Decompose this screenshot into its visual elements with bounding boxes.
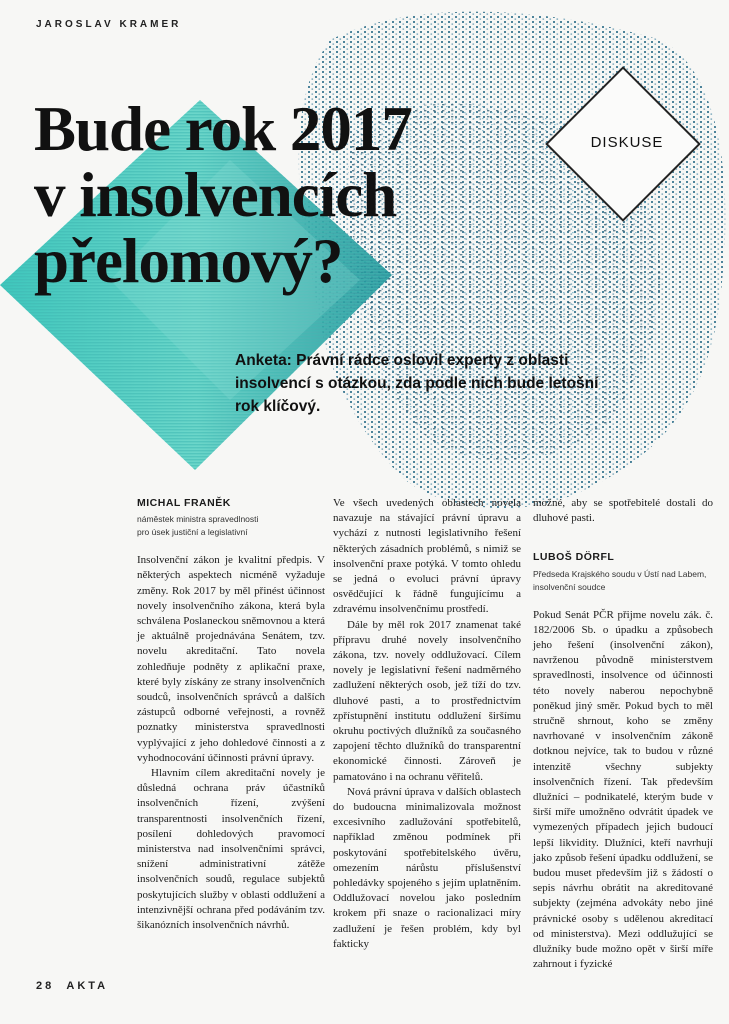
text-column-3	[533, 496, 713, 972]
author-name: MICHAL FRANĚK	[137, 497, 231, 509]
paragraph: Hlavním cílem akreditační novely je důsledná ochrana práv účastníků insolvenčních řízení, zvýšení transparentnosti insolvenčních řízení, posílení dohledových pravomocí ministerstva nad insolvenčními správci, snížení administrativní zátěže insolvenčních soudů, regulace subjektů poskytujících služby v oblasti oddlužení a intenzivnější ochrana před podáváním tzv. šikanózních insolvenčních návrhů.	[137, 767, 325, 932]
page-number: 28	[36, 980, 55, 992]
paragraph: Nová právní úprava v dalších oblastech do budoucna minimalizovala možnost excesivního zadlužování spotřebitelů, například změnou podmínek při poskytování spotřebitelského úvěru, omezením nárůstu příslušenství pohledávky spojeného s jejím uplatněním. Oddlužovací novelou jako posledním krokem při snaze o racionalizaci míry zadlužení je řešen problém, kdy byl fakticky	[333, 785, 521, 950]
author-name: LUBOŠ DÖRFL	[533, 551, 615, 564]
author-role-line: Předseda Krajského soudu v Ústí nad Labem,	[533, 568, 707, 579]
author-role	[137, 513, 325, 539]
running-head: JAROSLAV KRAMER	[36, 19, 182, 30]
author-role-line: pro úsek justiční a legislativní	[137, 527, 248, 538]
article-title	[34, 96, 454, 294]
text-column-1	[137, 496, 325, 933]
author-block	[533, 550, 713, 593]
author-role-line: náměstek ministra spravedlnosti	[137, 514, 259, 525]
page-folio	[36, 980, 108, 992]
paragraph: Insolvenční zákon je kvalitní předpis. V některých aspektech nicméně vyžaduje změny. Rok 2017 by měl přinést účinnost novely insolvenčního zákona, která byla schválena Poslaneckou sněmovnou a která je aktuálně projednávána Senátem, tzv. novelu akreditační. Tato novela zohledňuje podněty z aplikační praxe, které byly získány ze strany insolvenčních soudců, insolvenčních správců a dalších zástupců odborné veřejnosti, a rovněž poznatky ministerstva spravedlnosti vyplývající z jeho dohledové činnosti a z vyhodnocování účinnosti právní úpravy.	[137, 554, 325, 764]
title-line: přelomový?	[34, 226, 343, 296]
title-line: v insolvencích	[34, 160, 397, 230]
paragraph: Ve všech uvedených oblastech novela navazuje na stávající právní úpravu a vychází z nutnosti legislativního řešení některých zásadních problémů, s nimiž se insolvenční praxe potýká. V tomto ohledu se jedná o evoluci právní úpravy osvědčující k řádně fungujícímu a zdravému insolvenčnímu prostředí.	[333, 497, 521, 616]
paragraph: Pokud Senát PČR přijme novelu zák. č. 182/2006 Sb. o úpadku a způsobech jeho řešení (insolvenční zákon), navrženou původně ministerstvem spravedlnosti, insolvence od účinnosti této novely naberou nepochybně poněkud jiný směr. Pokud bych to měl stručně shrnout, koho se změny navrhované v insolvenčním zákoně dotknou nejvíce, tak to budou v různé intenzitě všechny subjekty insolvenčních řízení. Tak především dlužníci – podnikatelé, kterým bude v širší míře umožněno odvrátit úpadek ve vymezených případech jejich budoucí lepší likvidity. Dlužníci, kteří navrhují jako způsob řešení úpadku oddlužení, se budou muset především již s žádostí o sepis návrhu obrátit na akreditované subjekty (zejména advokáty nebo jiné právnické osoby s udělenou akreditací od ministerstva). Mezi oddlužující se dlužníky bude možno opět v širší míře zahrnout i fyzické	[533, 608, 713, 971]
magazine-name: AKTA	[66, 980, 109, 992]
paragraph: Dále by měl rok 2017 znamenat také přípravu druhé novely insolvenčního zákona, tzv. novely oddlužovací. Cílem novely je legislativní řešení nadměrného zadlužení některých osob, jež tíží do tzv. dluhové pasti, a to prostřednictvím zpřístupnění institutu oddlužení širšímu okruhu poctivých dlužníků za současného zapojení těchto dlužníků do transparentní ekonomické činnosti. Zároveň je pamatováno i na ochranu věřitelů.	[333, 618, 521, 783]
title-line: Bude rok 2017	[34, 94, 412, 164]
paragraph: možné, aby se spotřebitelé dostali do dluhové pasti.	[533, 497, 713, 525]
article-lead: Anketa: Právní rádce oslovil experty z oblasti insolvencí s otázkou, zda podle nich bude letošní rok klíčový.	[235, 352, 599, 415]
text-column-2	[333, 496, 521, 952]
section-label: DISKUSE	[590, 134, 664, 151]
author-role-line: insolvenční soudce	[533, 581, 606, 592]
author-role	[533, 568, 713, 594]
